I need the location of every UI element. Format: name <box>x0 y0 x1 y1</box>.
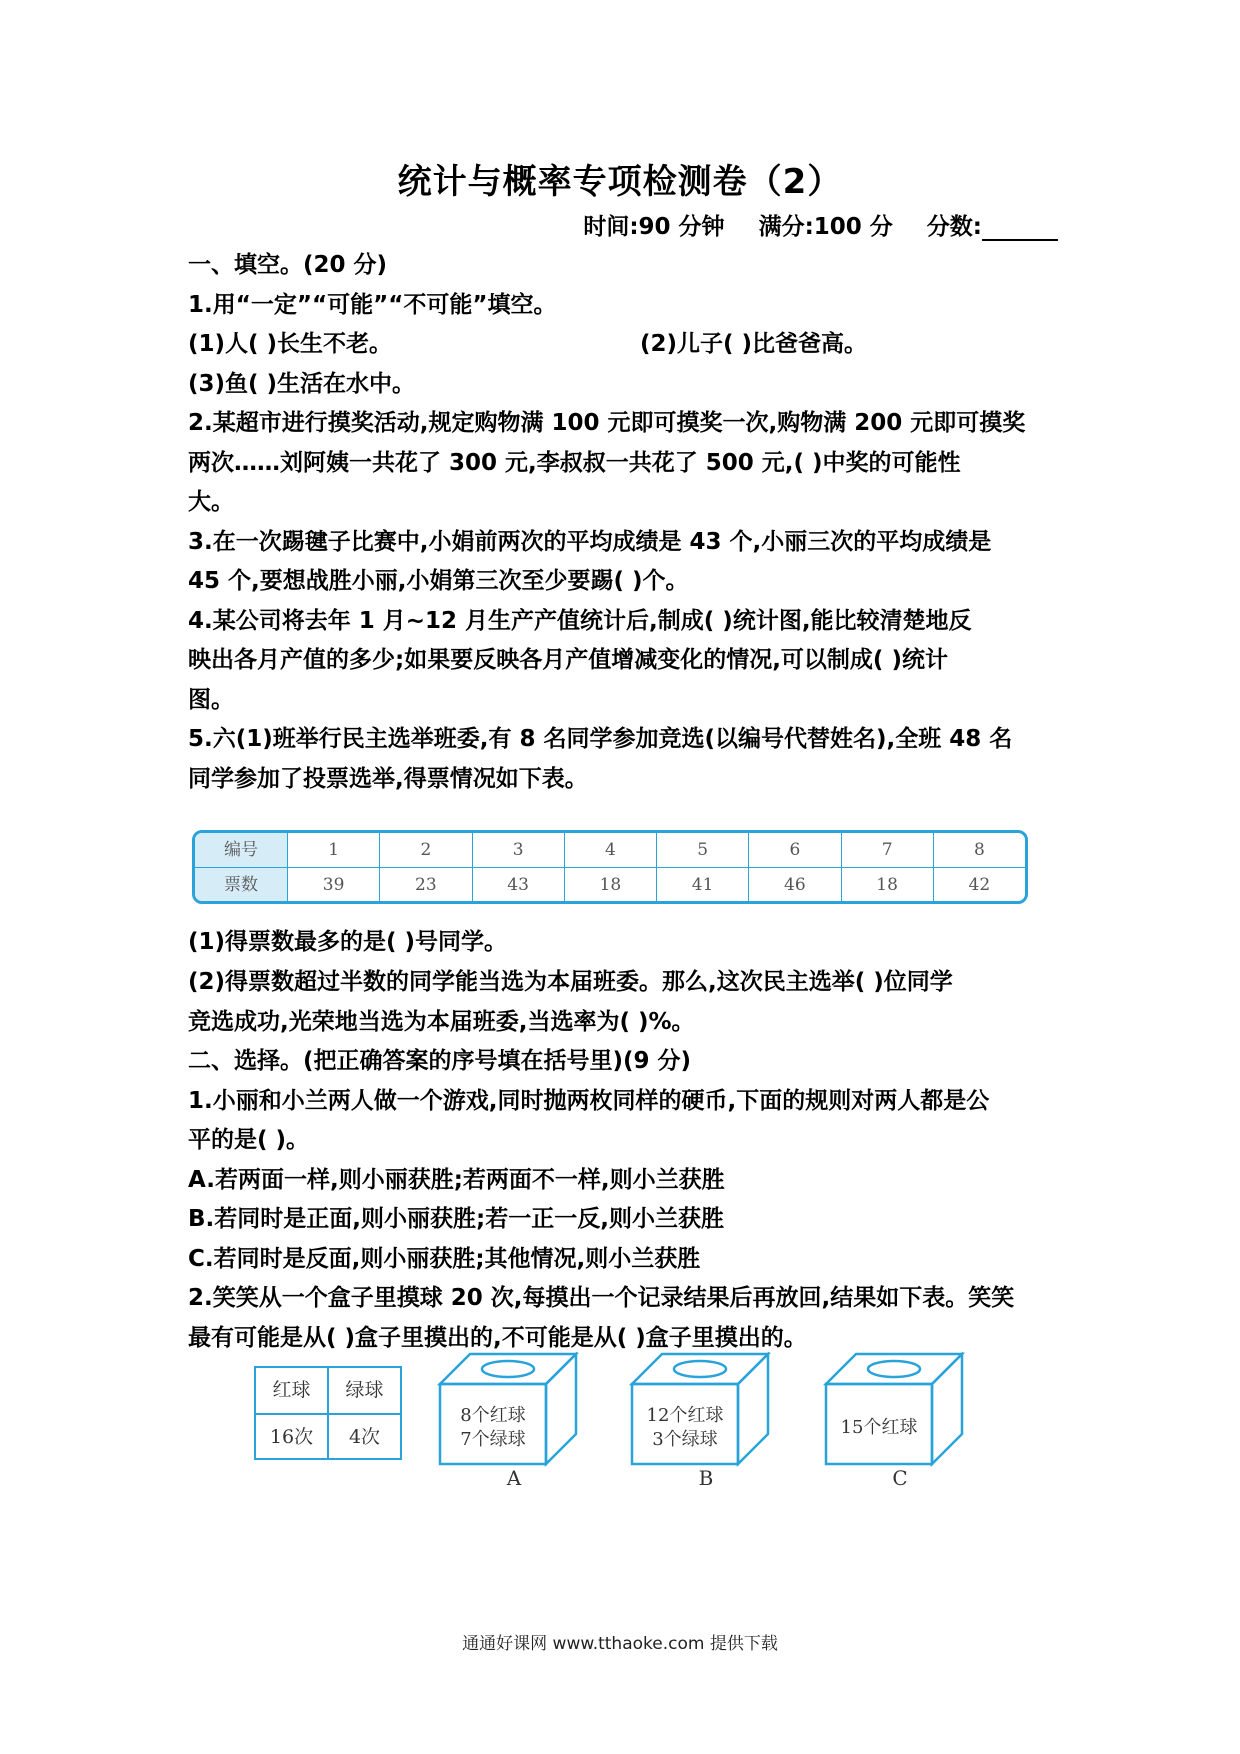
s2-q2-line1: 2.笑笑从一个盒子里摸球 20 次,每摸出一个记录结果后再放回,结果如下表。笑笑 <box>188 1285 1015 1311</box>
s2-q1-line1: 1.小丽和小兰两人做一个游戏,同时抛两枚同样的硬币,下面的规则对两人都是公 <box>188 1088 990 1114</box>
q5-1-text: (1)得票数最多的是( )号同学。 <box>188 929 508 955</box>
q3-line1: 3.在一次踢毽子比赛中,小娟前两次的平均成绩是 43 个,小丽三次的平均成绩是 <box>188 529 992 555</box>
score-blank <box>982 217 1058 241</box>
q1-text: 1.用“一定”“可能”“不可能”填空。 <box>188 292 557 318</box>
vote-header-number: 编号 <box>195 833 287 867</box>
vote-number-cell: 5 <box>656 833 748 867</box>
box-c-contents <box>826 1416 932 1440</box>
vote-count-cell: 41 <box>656 868 748 902</box>
q4-line3: 图。 <box>188 687 234 713</box>
q3-line2: 45 个,要想战胜小丽,小娟第三次至少要踢( )个。 <box>188 568 689 594</box>
s2-q1-line2: 平的是( )。 <box>188 1127 310 1153</box>
q5-line1: 5.六(1)班举行民主选举班委,有 8 名同学参加竞选(以编号代替姓名),全班 48 名 <box>188 726 1013 752</box>
vote-table <box>192 830 1028 904</box>
box-a-line1: 8个红球 <box>460 1405 526 1426</box>
vote-number-cell: 7 <box>841 833 933 867</box>
time-info: 时间:90 分钟 <box>583 214 725 240</box>
q2-line3: 大。 <box>188 489 234 515</box>
q1-3-text: (3)鱼( )生活在水中。 <box>188 371 416 397</box>
vote-number-cell: 2 <box>379 833 471 867</box>
box-c-line1: 15个红球 <box>840 1417 918 1438</box>
option-b: B.若同时是正面,则小丽获胜;若一正一反,则小兰获胜 <box>188 1206 724 1232</box>
option-c: C.若同时是反面,则小丽获胜;其他情况,则小兰获胜 <box>188 1246 701 1272</box>
vote-count-cell: 42 <box>933 868 1025 902</box>
box-a-line2: 7个绿球 <box>460 1429 526 1450</box>
box-b-line2: 3个绿球 <box>652 1429 718 1450</box>
full-score-info: 满分:100 分 <box>758 214 893 240</box>
q1-1-text: (1)人( )长生不老。 <box>188 331 393 357</box>
vote-count-cell: 39 <box>287 868 379 902</box>
box-a-contents <box>440 1404 546 1452</box>
section2-heading: 二、选择。(把正确答案的序号填在括号里)(9 分) <box>188 1048 692 1074</box>
q2-line2: 两次……刘阿姨一共花了 300 元,李叔叔一共花了 500 元,( )中奖的可能性 <box>188 450 961 476</box>
q5-2-line2: 竞选成功,光荣地当选为本届班委,当选率为( )%。 <box>188 1009 695 1035</box>
box-b-label: B <box>698 1466 714 1490</box>
vote-count-cell: 18 <box>564 868 656 902</box>
q1-2-text: (2)儿子( )比爸爸高。 <box>640 331 868 357</box>
section1-heading: 一、填空。(20 分) <box>188 252 388 278</box>
q5-line2: 同学参加了投票选举,得票情况如下表。 <box>188 766 588 792</box>
ball-header-red: 红球 <box>272 1379 311 1401</box>
q4-line2: 映出各月产值的多少;如果要反映各月产值增减变化的情况,可以制成( )统计 <box>188 647 948 673</box>
box-a-label: A <box>506 1466 522 1490</box>
vote-number-cell: 3 <box>472 833 564 867</box>
vote-number-cell: 4 <box>564 833 656 867</box>
option-a: A.若两面一样,则小丽获胜;若两面不一样,则小兰获胜 <box>188 1167 725 1193</box>
vote-count-cell: 46 <box>748 868 840 902</box>
score-label: 分数: <box>926 214 982 240</box>
s2-q2-line2: 最有可能是从( )盒子里摸出的,不可能是从( )盒子里摸出的。 <box>188 1325 807 1351</box>
vote-number-cell: 1 <box>287 833 379 867</box>
vote-row-number <box>195 833 1025 867</box>
ball-result-table <box>254 1366 402 1460</box>
box-c-label: C <box>892 1466 908 1490</box>
box-b-contents <box>632 1404 738 1452</box>
vote-header-votes: 票数 <box>195 868 287 902</box>
box-b-line1: 12个红球 <box>646 1405 724 1426</box>
vote-row-votes <box>195 867 1025 902</box>
ball-value-red: 16次 <box>269 1426 314 1448</box>
q2-line1: 2.某超市进行摸奖活动,规定购物满 100 元即可摸奖一次,购物满 200 元即可摸奖 <box>188 410 1026 436</box>
box-c-shape <box>826 1354 962 1464</box>
vote-count-cell: 23 <box>379 868 471 902</box>
page-footer: 通通好课网 www.tthaoke.com 提供下载 <box>462 1634 778 1654</box>
exam-meta <box>557 208 1058 241</box>
ball-header-green: 绿球 <box>327 1368 400 1413</box>
ball-table-values <box>256 1413 400 1460</box>
ball-value-green: 4次 <box>327 1415 400 1460</box>
vote-count-cell: 43 <box>472 868 564 902</box>
ball-table-header <box>256 1368 400 1413</box>
vote-number-cell: 8 <box>933 833 1025 867</box>
page-title: 统计与概率专项检测卷（2） <box>397 162 843 202</box>
q5-2-line1: (2)得票数超过半数的同学能当选为本届班委。那么,这次民主选举( )位同学 <box>188 969 953 995</box>
vote-count-cell: 18 <box>841 868 933 902</box>
q4-line1: 4.某公司将去年 1 月~12 月生产产值统计后,制成( )统计图,能比较清楚地反 <box>188 608 972 634</box>
vote-number-cell: 6 <box>748 833 840 867</box>
q1-row1 <box>188 324 1068 364</box>
